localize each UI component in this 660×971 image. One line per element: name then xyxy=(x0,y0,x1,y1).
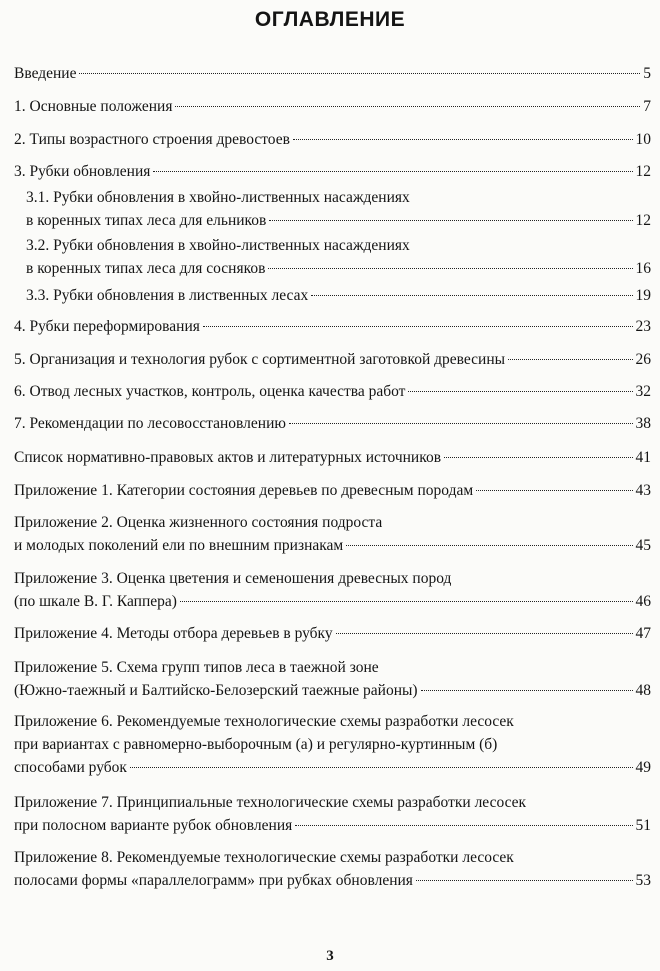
toc-page-number: 46 xyxy=(635,593,651,610)
toc-page-number: 41 xyxy=(635,449,651,466)
toc-entry-text: (по шкале В. Г. Каппера) xyxy=(14,593,177,610)
toc-page-number: 7 xyxy=(643,98,651,115)
toc-entry-line xyxy=(26,257,651,280)
dot-leader xyxy=(289,423,633,424)
toc-entry-line xyxy=(26,186,651,209)
toc-entry-text: 4. Рубки переформирования xyxy=(14,318,200,335)
toc-entry-text: Приложение 8. Рекомендуемые технологические схемы разработки лесосек xyxy=(14,849,514,866)
toc-entry-line xyxy=(14,348,651,371)
toc-entry-text: и молодых поколений ели по внешним признакам xyxy=(14,537,344,554)
dot-leader xyxy=(311,295,632,296)
toc-entry[interactable] xyxy=(26,186,651,232)
toc-entry-line xyxy=(14,479,651,502)
toc-entry-text: Приложение 5. Схема групп типов леса в таежной зоне xyxy=(14,659,379,676)
toc-entry-text: 3.1. Рубки обновления в хвойно-лиственных насаждениях xyxy=(26,189,410,206)
toc-entry[interactable] xyxy=(14,412,651,435)
toc-page-number: 26 xyxy=(635,351,651,368)
dot-leader xyxy=(508,359,632,360)
toc-entry-line xyxy=(14,511,651,534)
dot-leader xyxy=(130,767,633,768)
toc-page-number: 5 xyxy=(643,65,651,82)
toc-page-number: 38 xyxy=(635,415,651,432)
toc-entry[interactable] xyxy=(14,791,651,837)
toc-page-number: 47 xyxy=(635,625,651,642)
toc-entry[interactable] xyxy=(14,348,651,371)
toc-entry-line xyxy=(14,622,651,645)
toc-entry-text: 6. Отвод лесных участков, контроль, оценка качества работ xyxy=(14,383,406,400)
toc-entry-text: 3.2. Рубки обновления в хвойно-лиственных насаждениях xyxy=(26,237,410,254)
toc-entry-text: 7. Рекомендации по лесовосстановлению xyxy=(14,415,286,432)
toc-entry-text: (Южно-таежный и Балтийско-Белозерский таежные районы) xyxy=(14,682,418,699)
toc-entry-text: в коренных типах леса для сосняков xyxy=(26,260,266,277)
toc-page-number: 12 xyxy=(635,212,651,229)
toc-entry-text: Приложение 1. Категории состояния деревьев по древесным породам xyxy=(14,482,474,499)
toc-entry[interactable] xyxy=(14,511,651,557)
dot-leader xyxy=(269,220,632,221)
toc-entry-line xyxy=(14,315,651,338)
toc-entry[interactable] xyxy=(26,234,651,280)
toc-entry[interactable] xyxy=(14,656,651,702)
toc-entry-line xyxy=(14,656,651,679)
dot-leader xyxy=(295,825,632,826)
dot-leader xyxy=(444,457,632,458)
toc-entry[interactable] xyxy=(14,380,651,403)
toc-entry-text: полосами формы «параллелограмм» при рубках обновления xyxy=(14,872,413,889)
dot-leader xyxy=(346,545,632,546)
toc-entry-line xyxy=(14,446,651,469)
toc-entry-text: 1. Основные положения xyxy=(14,98,173,115)
toc-entry-line xyxy=(14,590,651,613)
toc-page-number: 23 xyxy=(635,318,651,335)
dot-leader xyxy=(79,73,640,74)
toc-entry-text: Введение xyxy=(14,65,77,82)
toc-entry-line xyxy=(14,62,651,85)
toc-page-number: 45 xyxy=(635,537,651,554)
toc-entry-line xyxy=(26,234,651,257)
toc-page-number: 16 xyxy=(635,260,651,277)
dot-leader xyxy=(408,391,632,392)
toc-entry-line xyxy=(14,679,651,702)
toc-entry[interactable] xyxy=(14,479,651,502)
toc-entry-line xyxy=(14,567,651,590)
toc-entry-line xyxy=(14,412,651,435)
toc-entry[interactable] xyxy=(14,567,651,613)
toc-entry-text: способами рубок xyxy=(14,759,127,776)
toc-entry-text: Приложение 7. Принципиальные технологические схемы разработки лесосек xyxy=(14,794,527,811)
dot-leader xyxy=(153,171,632,172)
toc-entry-text: 3. Рубки обновления xyxy=(14,163,151,180)
dot-leader xyxy=(476,490,632,491)
dot-leader xyxy=(336,633,633,634)
toc-entry[interactable] xyxy=(14,315,651,338)
toc-entry[interactable] xyxy=(14,710,651,779)
toc-entry-text: при полосном варианте рубок обновления xyxy=(14,817,293,834)
dot-leader xyxy=(180,601,633,602)
toc-entry[interactable] xyxy=(14,95,651,118)
toc-entry-line xyxy=(14,846,651,869)
toc-entry-text: Приложение 6. Рекомендуемые технологические схемы разработки лесосек xyxy=(14,713,514,730)
toc-page-number: 53 xyxy=(635,872,651,889)
toc-page-number: 51 xyxy=(635,817,651,834)
toc-page-number: 12 xyxy=(635,163,651,180)
toc-entry-text: Список нормативно-правовых актов и литературных источников xyxy=(14,449,442,466)
dot-leader xyxy=(421,690,633,691)
toc-page-number: 48 xyxy=(635,682,651,699)
toc-page-number: 49 xyxy=(635,759,651,776)
toc-entry[interactable] xyxy=(14,160,651,183)
toc-entry-line xyxy=(14,710,651,733)
toc-page-number: 43 xyxy=(635,482,651,499)
toc-entry-line xyxy=(14,756,651,779)
toc-entry-line xyxy=(26,284,651,307)
toc-entry-line xyxy=(26,209,651,232)
dot-leader xyxy=(293,139,633,140)
dot-leader xyxy=(203,326,633,327)
toc-entry-line xyxy=(14,95,651,118)
toc-entry-text: Приложение 2. Оценка жизненного состояния подроста xyxy=(14,514,383,531)
toc-page-number: 10 xyxy=(635,131,651,148)
toc-entry-line xyxy=(14,814,651,837)
dot-leader xyxy=(268,268,632,269)
toc-entry-line xyxy=(14,534,651,557)
toc-entry-line xyxy=(14,128,651,151)
toc-entry-text: Приложение 3. Оценка цветения и семеношения древесных пород xyxy=(14,570,452,587)
toc-entry-text: 3.3. Рубки обновления в лиственных лесах xyxy=(26,287,309,304)
toc-entry-text: в коренных типах леса для ельников xyxy=(26,212,267,229)
toc-entry[interactable] xyxy=(14,128,651,151)
toc-page-number: 32 xyxy=(635,383,651,400)
toc-entry-line xyxy=(14,869,651,892)
toc-entry-line xyxy=(14,791,651,814)
page-title: ОГЛАВЛЕНИЕ xyxy=(254,8,406,31)
toc-entry-text: 2. Типы возрастного строения древостоев xyxy=(14,131,290,148)
toc-entry[interactable] xyxy=(14,446,651,469)
toc-entry-line xyxy=(14,733,651,756)
toc-entry-line xyxy=(14,380,651,403)
dot-leader xyxy=(175,106,640,107)
toc-entry-line xyxy=(14,160,651,183)
toc-entry[interactable] xyxy=(14,622,651,645)
page-number: 3 xyxy=(326,948,334,964)
toc-entry-text: при вариантах с равномерно-выборочным (а) и регулярно-куртинным (б) xyxy=(14,736,498,753)
toc-entry[interactable] xyxy=(26,284,651,307)
toc-entry-text: 5. Организация и технология рубок с сортиментной заготовкой древесины xyxy=(14,351,506,368)
toc-page-number: 19 xyxy=(635,287,651,304)
dot-leader xyxy=(416,880,633,881)
toc-entry[interactable] xyxy=(14,846,651,892)
toc-entry-text: Приложение 4. Методы отбора деревьев в рубку xyxy=(14,625,333,642)
toc-entry[interactable] xyxy=(14,62,651,85)
